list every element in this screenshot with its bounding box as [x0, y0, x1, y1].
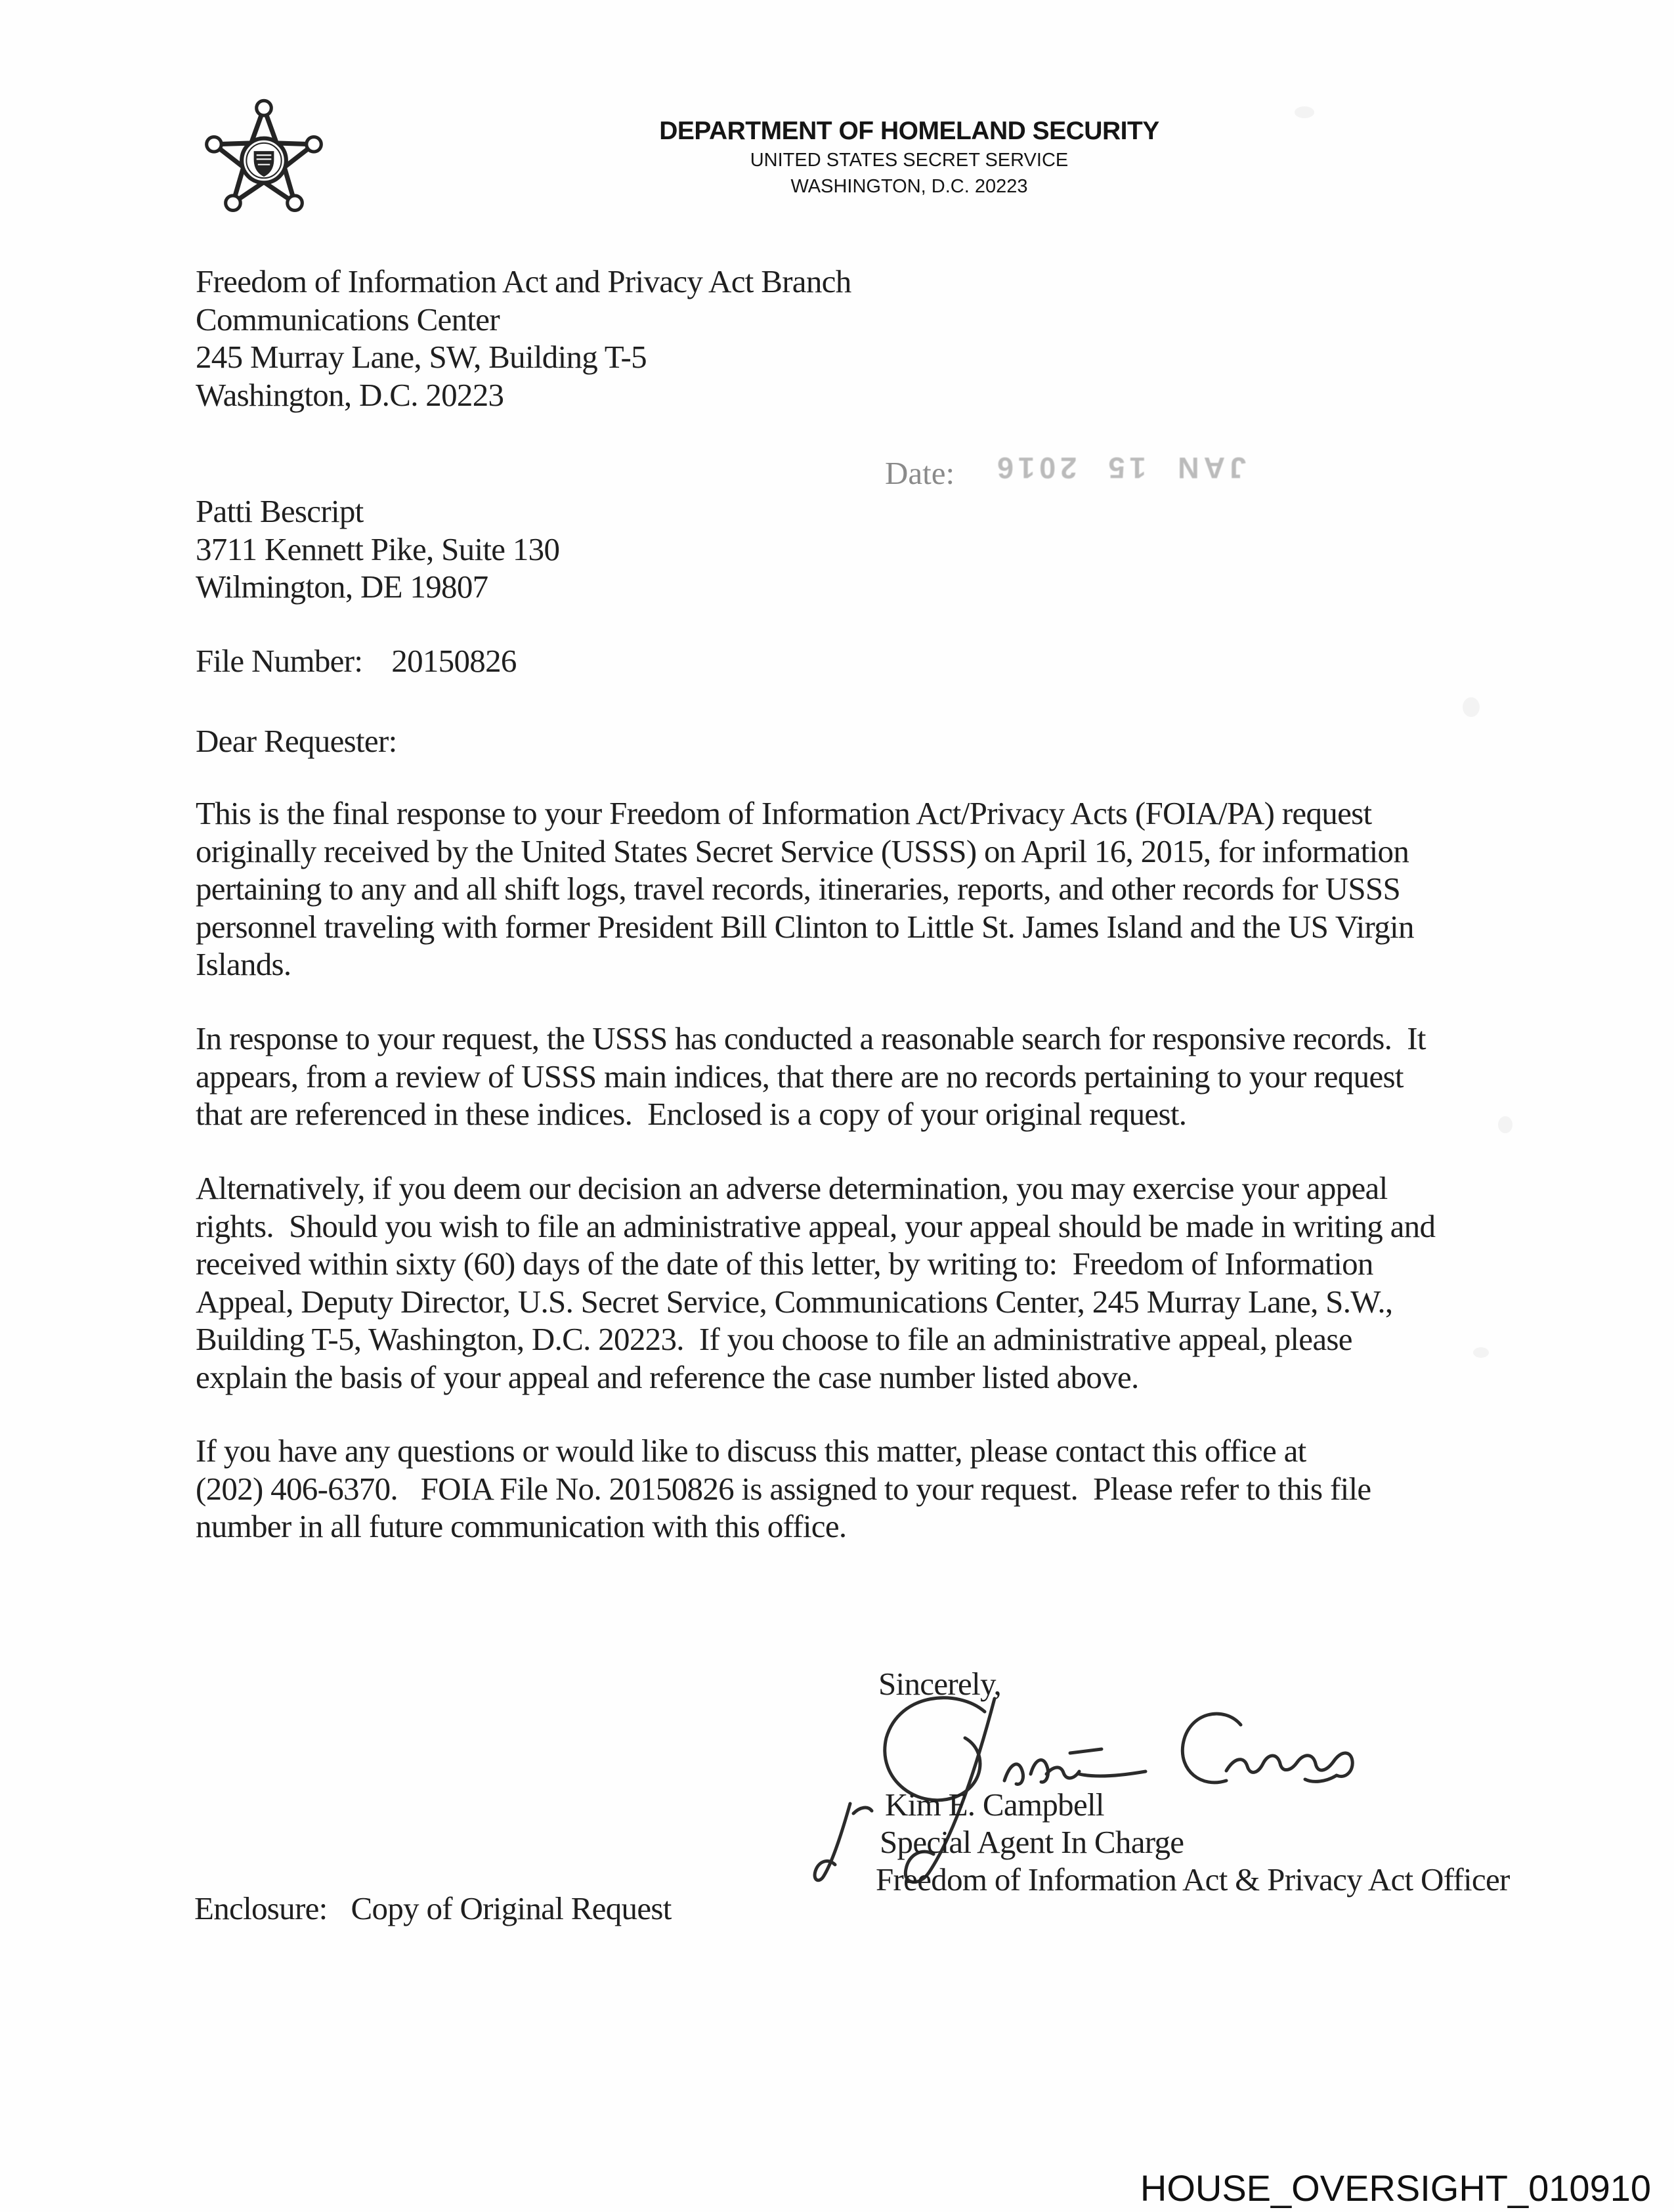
closing-sincerely: Sincerely,: [878, 1666, 1002, 1702]
paragraph-1: [196, 794, 1414, 984]
signer-name: Kim E. Campbell: [885, 1787, 1104, 1823]
salutation: Dear Requester:: [196, 723, 397, 759]
recipient-line: Wilmington, DE 19807: [196, 569, 488, 605]
paragraph-4: [196, 1432, 1371, 1546]
file-number-value: 20150826: [391, 643, 517, 679]
paragraph-line: personnel traveling with former President Bill Clinton to Little St. James Island and the US Virgin: [196, 908, 1414, 945]
paragraph-line: explain the basis of your appeal and reference the case number listed above.: [196, 1358, 1139, 1395]
scan-artifact: [1473, 1347, 1489, 1358]
sender-line: 245 Murray Lane, SW, Building T-5: [196, 339, 647, 375]
paragraph-line: Alternatively, if you deem our decision an adverse determination, you may exercise your appeal: [196, 1170, 1388, 1206]
file-number-row: [196, 642, 517, 680]
paragraph-line: rights. Should you wish to file an administrative appeal, your appeal should be made in writing and: [196, 1207, 1436, 1244]
sender-line: Washington, D.C. 20223: [196, 376, 504, 413]
scan-artifact: [1295, 106, 1314, 118]
spacer: [362, 642, 391, 680]
letterhead-agency: DEPARTMENT OF HOMELAND SECURITY: [659, 117, 1159, 145]
signer-title-1: Special Agent In Charge: [880, 1824, 1184, 1860]
recipient-line: 3711 Kennett Pike, Suite 130: [196, 531, 560, 567]
paragraph-line: (202) 406-6370. FOIA File No. 20150826 is assigned to your request. Please refer to this file: [196, 1470, 1371, 1507]
sender-line: Communications Center: [196, 301, 500, 337]
paragraph-line: If you have any questions or would like to discuss this matter, please contact this office at: [196, 1433, 1306, 1469]
paragraph-line: received within sixty (60) days of the date of this letter, by writing to: Freedom of Information: [196, 1246, 1373, 1282]
usss-star-badge-icon: [205, 93, 323, 228]
paragraph-line: This is the final response to your Freedom of Information Act/Privacy Acts (FOIA/PA) request: [196, 795, 1372, 831]
paragraph-line: Building T-5, Washington, D.C. 20223. If you choose to file an administrative appeal, please: [196, 1321, 1352, 1357]
signer-title-2: Freedom of Information Act & Privacy Act Officer: [876, 1861, 1510, 1898]
paragraph-line: number in all future communication with this office.: [196, 1508, 847, 1544]
file-number-label: File Number:: [196, 643, 363, 679]
date-received-stamp: JAN 15 2016: [993, 451, 1247, 485]
sender-address-block: [196, 263, 851, 414]
paragraph-line: pertaining to any and all shift logs, travel records, itineraries, reports, and other records for USSS: [196, 871, 1401, 907]
enclosure-row: [194, 1890, 672, 1928]
paragraph-line: appears, from a review of USSS main indices, that there are no records pertaining to your request: [196, 1058, 1404, 1095]
spacer: [328, 1890, 351, 1928]
usss-star-badge-svg: [205, 93, 323, 228]
sender-line: Freedom of Information Act and Privacy Act Branch: [196, 263, 851, 299]
paragraph-line: Appeal, Deputy Director, U.S. Secret Service, Communications Center, 245 Murray Lane, S.W.,: [196, 1283, 1393, 1320]
scan-artifact: [1498, 1116, 1513, 1133]
scan-artifact: [1463, 697, 1480, 717]
bates-number: HOUSE_OVERSIGHT_010910: [1140, 2167, 1651, 2209]
enclosure-label: Enclosure:: [194, 1890, 328, 1926]
paragraph-line: Islands.: [196, 946, 291, 982]
letterhead: [565, 116, 1254, 200]
recipient-address-block: [196, 492, 559, 606]
paragraph-line: that are referenced in these indices. Enclosed is a copy of your original request.: [196, 1096, 1187, 1132]
recipient-line: Patti Bescript: [196, 493, 364, 529]
paragraph-line: originally received by the United States Secret Service (USSS) on April 16, 2015, for information: [196, 833, 1409, 869]
letterhead-sub-agency: UNITED STATES SECRET SERVICE: [750, 150, 1069, 171]
paragraph-line: In response to your request, the USSS has conducted a reasonable search for responsive records. It: [196, 1020, 1426, 1056]
enclosure-value: Copy of Original Request: [351, 1890, 672, 1926]
letterhead-city-zip: WASHINGTON, D.C. 20223: [790, 176, 1028, 197]
paragraph-2: [196, 1020, 1426, 1133]
paragraph-3: [196, 1169, 1435, 1396]
date-label: Date:: [885, 455, 955, 491]
